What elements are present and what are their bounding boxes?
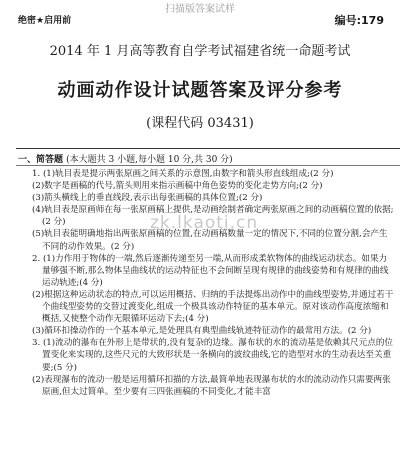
section-title: 一、简答题 [18, 155, 64, 165]
paper-title: 动画动作设计试题答案及评分参考 [57, 80, 343, 101]
question-2 [18, 253, 394, 338]
exam-title: 2014 年 1 月高等教育自学考试福建省统一命题考试 [49, 44, 351, 59]
question-number: 3. [32, 338, 41, 349]
question-3 [18, 337, 394, 397]
answer-line: (4)轨目表是原画师在每一张原画稿上提供,是动画绘制者确定两张原画之间的动画稿位置的依据;(2 分) [32, 205, 394, 228]
divider-top [16, 148, 400, 149]
section-note: (本大题共 3 小题,每小题 10 分,共 30 分) [66, 155, 233, 165]
question-number: 2. [32, 253, 41, 264]
answer-line: 2. (1)力作用于物体的一端,然后逐渐传递至另一端,从而形成柔软物体的曲线运动状态。如果力量够强不断,那么物体呈曲线状的运动特征也不会间断呈现有规律的曲线姿势和有规律的曲线运动轨迹;(4 分) [32, 253, 389, 288]
answer-line: 3. (1)流动的瀑布在外形上是带状的,没有复杂的边缘。瀑布状的水的流动基是依赖其尺元点的位置变化来实现的,这些尺元的大致形状是一条横向的波纹曲线,它的造型对水的生动表达至关重要;(5 分) [32, 338, 394, 373]
answer-line: (5)轨目表能明确地指出两张原画稿的位置,在动画稿数量一定的情况下,不同的位置分割,会产生不同的动作效果。(2 分) [32, 229, 388, 252]
site-watermark: zk.lkaoti.cn [150, 213, 259, 233]
serial-number: 编号:179 [334, 14, 384, 27]
answer-line: (2)表现瀑布的流动一般是运用循环扣描的方法,最简单地表现瀑布状的水的流动动作只需要两张原画,但太过简单。至少要有三四张画稿的不同变化,才能丰富 [32, 374, 391, 397]
answer-line: (3)循环扣操动作的一个基本单元,是处理具有典型曲线轨迹特征动作的最常用方法。(2 分) [32, 326, 372, 337]
divider-section [16, 165, 400, 166]
section-heading [18, 152, 233, 165]
question-number: 1. [32, 169, 41, 179]
question-1 [18, 168, 394, 253]
course-code: (课程代码 03431) [146, 116, 254, 131]
answer-line: (2)根据这种运动状态的特点,可以运用概括、归纳的手法提炼出动作中的曲线型姿势,并通过若干个曲线型姿势的交替过渡变化,组成一个极具该动作特征的基本单元。原对该动作高度浓缩和概括,又使整个动作无限循环运动下去;(4 分) [32, 289, 394, 325]
answer-body [18, 168, 394, 398]
confidential-label: 绝密★启用前 [18, 16, 72, 26]
answer-line: (2)数字是画稿的代号,箭头则用来指示画稿中角色姿势的变化走势方向;(2 分) [32, 181, 323, 192]
answer-line: 1. (1)轨目表是提示两张原画之间关系的示意图,由数字和箭头形直线组成;(2 分) [32, 169, 334, 179]
answer-line: (3)箭头横线上的垂直线段,表示出每张画稿的具体位置;(2 分) [32, 193, 263, 204]
scan-watermark: 扫描版答案试样 [165, 4, 235, 15]
